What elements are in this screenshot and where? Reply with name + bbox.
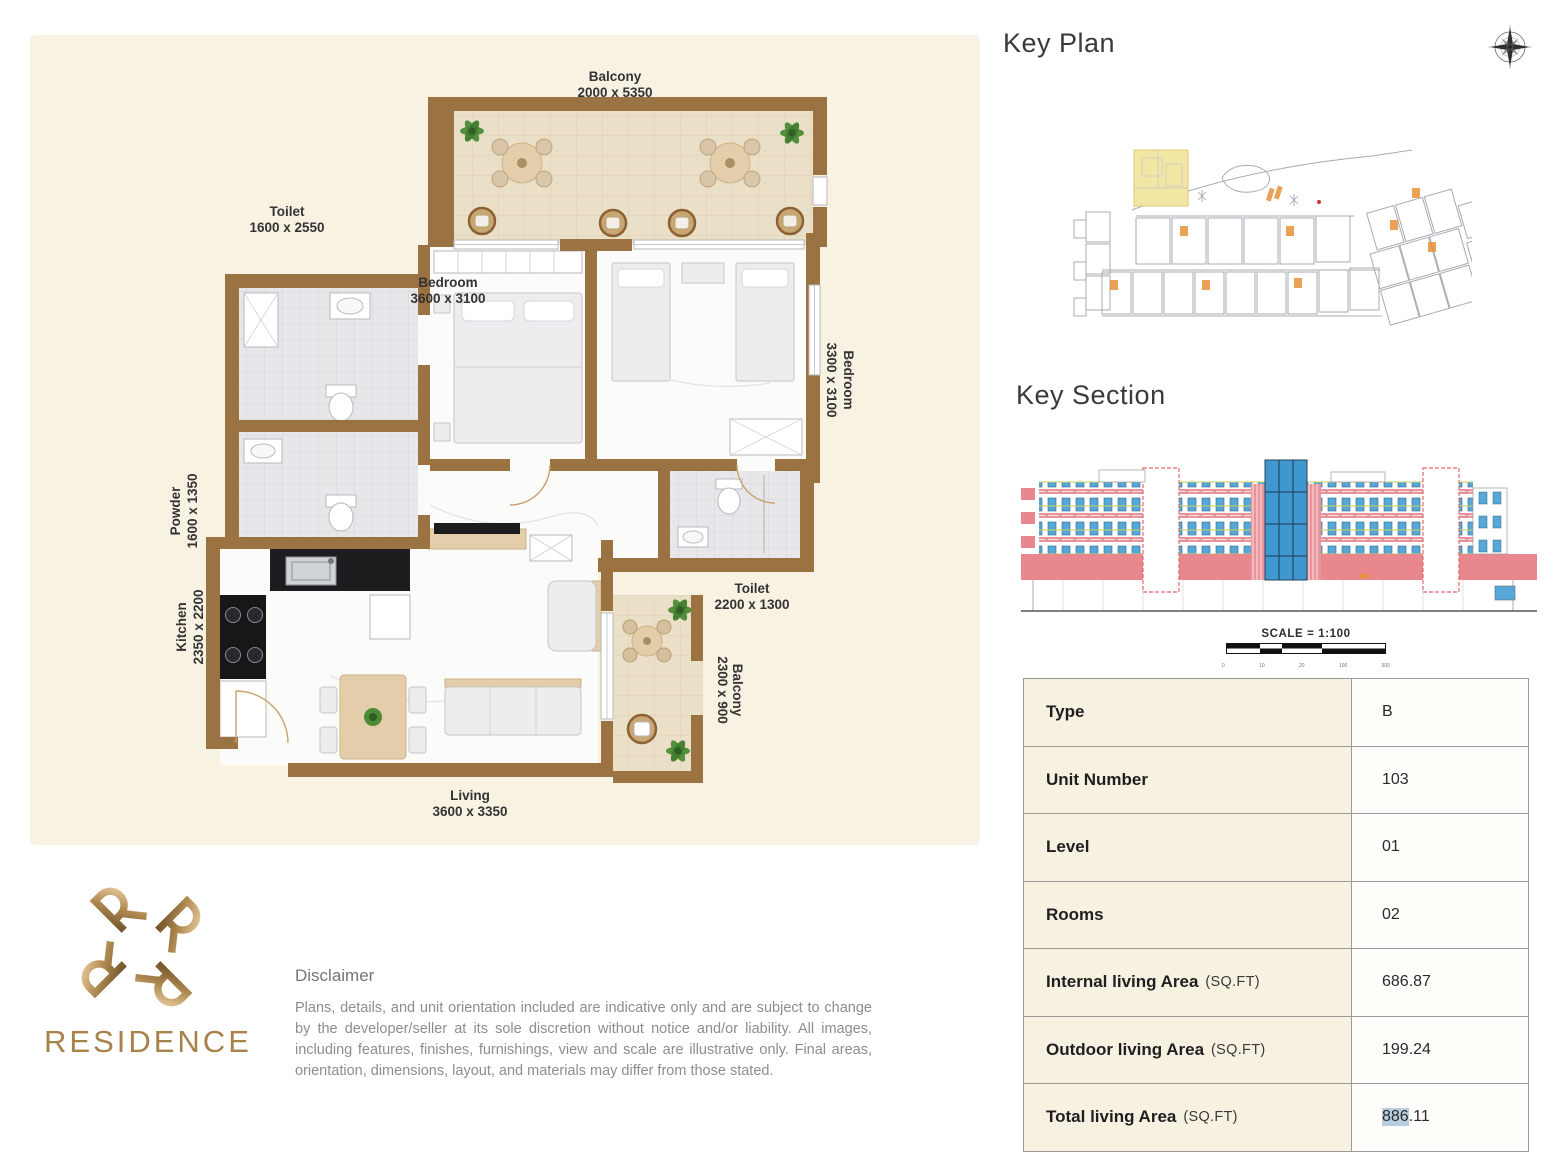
key-plan-drawing [1072, 92, 1472, 342]
row-label: Outdoor living Area [1046, 1039, 1205, 1059]
toilet-right-dims: 2200 x 1300 [714, 597, 790, 612]
toilet-right-label: Toilet [734, 581, 770, 596]
bedroom-main-label: Bedroom [418, 275, 478, 290]
kitchen-dims: 2350 x 2200 [191, 589, 206, 665]
bedroom-right-dims: 3300 x 3100 [824, 342, 839, 418]
row-label: Level [1046, 837, 1090, 857]
residence-logo-mark [62, 872, 220, 1022]
balcony-right-dims: 2300 x 900 [715, 656, 730, 724]
table-row-type [1024, 679, 1528, 747]
row-value: 01 [1352, 814, 1528, 881]
table-row-outdoor-area: Outdoor living Area (SQ.FT) 199.24 [1024, 1017, 1528, 1085]
row-label: Unit Number [1046, 769, 1148, 789]
key-section-drawing [1003, 448, 1543, 628]
compass-icon [1486, 23, 1534, 71]
unit-info-table [1023, 678, 1529, 1152]
row-value: 02 [1352, 882, 1528, 949]
toilet-top-dims: 1600 x 2550 [249, 220, 325, 235]
scale-bar-block [1222, 628, 1390, 669]
scale-bar [1226, 643, 1386, 657]
row-label: Internal living Area [1046, 972, 1199, 992]
balcony-top-dims: 2000 x 5350 [577, 85, 653, 100]
row-label: Rooms [1046, 904, 1104, 924]
key-plan-highlighted-unit [1134, 150, 1188, 206]
selected-text: 886 [1382, 1108, 1409, 1126]
table-row-internal-area: Internal living Area (SQ.FT) 686.87 [1024, 949, 1528, 1017]
powder-dims: 1600 x 1350 [185, 473, 200, 549]
row-value: B [1352, 679, 1528, 746]
living-label: Living [450, 788, 490, 803]
floorplan-svg [30, 35, 980, 845]
powder-label: Powder [168, 486, 183, 536]
table-row-unit-number [1024, 747, 1528, 815]
scale-ticks: 0 10 20 100 500 [1222, 663, 1390, 669]
bedroom-main-dims: 3600 x 3100 [410, 291, 486, 306]
table-row-level [1024, 814, 1528, 882]
row-label: Total living Area [1046, 1107, 1177, 1127]
toilet-top-label: Toilet [269, 204, 305, 219]
table-row-rooms [1024, 882, 1528, 950]
row-value: 686.87 [1352, 949, 1528, 1016]
balcony-top-label: Balcony [588, 69, 642, 84]
balcony-right-label: Balcony [730, 663, 745, 717]
disclaimer-block [295, 966, 872, 1082]
disclaimer-heading: Disclaimer [295, 966, 375, 985]
table-row-total-area: Total living Area (SQ.FT) 886 .11 [1024, 1084, 1528, 1152]
residence-wordmark: RESIDENCE [44, 1024, 252, 1059]
scale-label: SCALE = 1:100 [1261, 628, 1351, 640]
living-dims: 3600 x 3350 [432, 804, 508, 819]
row-value: 199.24 [1352, 1017, 1528, 1084]
row-value: 886 .11 [1352, 1084, 1528, 1151]
key-plan-title: Key Plan [1003, 28, 1116, 58]
disclaimer-body: Plans, details, and unit orientation included are indicative only and are subject to change by the developer/seller at its sole discretion without notice and/or liability. All images, including features, finishes, furnishings, view and scale are illustrative only. Final areas, orientation, dimensions, layout, and materials may differ from those stated. [295, 1000, 872, 1080]
bedroom-right-label: Bedroom [841, 350, 856, 410]
kitchen-label: Kitchen [174, 602, 189, 652]
row-value: 103 [1352, 747, 1528, 814]
row-label: Type [1046, 702, 1085, 722]
key-section-title: Key Section [1016, 380, 1166, 410]
floorplan-card [30, 35, 980, 845]
